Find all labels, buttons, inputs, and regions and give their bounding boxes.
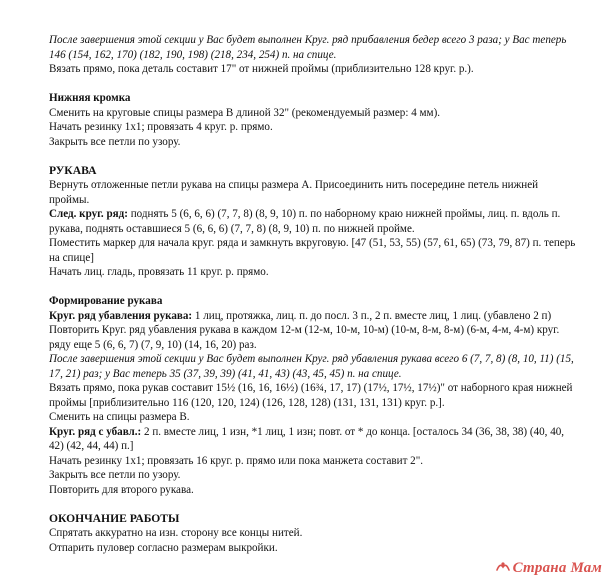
finishing-heading: ОКОНЧАНИЕ РАБОТЫ [49,511,180,525]
shaping-step-6-text: 2 п. вместе лиц, 1 изн, *1 лиц, 1 изн; повт. от * до конца. [осталось 34 (36, 38, 38) (40, 40, 42) (42, 44, 44) п.] [49,425,565,452]
sleeves-heading: РУКАВА [49,163,97,177]
shaping-step-6 [49,425,581,454]
bottom-edge-heading: Нижняя кромка [49,92,131,104]
shaping-step-1-text: 1 лиц, протяжка, лиц. п. до посл. 3 п., 2 п. вместе лиц, 1 лиц. (убавлено 2 п) [192,309,552,322]
shaping-step-8: Закрыть все петли по узору. [49,469,181,481]
shaping-note: После завершения этой секции у Вас будет выполнен Круг. ряд убавления рукава всего 6 (7, 7, 8) (8, 10, 11) (15, 17, 21) раз; у Вас теперь 35 (37, 39, 39) (41, 41, 43) (43, 45, 45) п. на спице. [49,353,574,380]
intro-note: После завершения этой секции у Вас будет выполнен Круг. ряд прибавления бедер всего 3 раза; у Вас теперь 146 (154, 162, 170) (182, 190, 198) (218, 234, 254) п. на спице. [49,34,567,61]
bottom-edge-step-3: Закрыть все петли по узору. [49,135,181,148]
bottom-edge-step-1: Сменить на круговые спицы размера В длиной 32" (рекомендуемый размер: 4 мм). [49,106,441,119]
finishing-step-1: Спрятать аккуратно на изн. сторону все концы нитей. [49,527,303,539]
document-body [49,33,581,555]
finishing-step-2: Отпарить пуловер согласно размерам выкройки. [49,541,278,554]
sleeves-step-3: Поместить маркер для начала круг. ряда и замкнуть вкруговую. [47 (51, 53, 55) (57, 61, 65) (73, 79, 87) п. теперь на спице] [49,237,576,264]
sleeves-step-2 [49,207,581,236]
shaping-step-2: Повторить Круг. ряд убавления рукава в каждом 12-м (12-м, 10-м, 10-м) (10-м, 8-м, 8-м) (6-м, 4-м, 4-м) круг. ряду еще 5 (6, 6, 7) (7, 9, 10) (14, 16, 20) раз. [49,324,560,351]
spacer [49,149,581,164]
sleeves-step-4: Начать лиц. гладь, провязать 11 круг. р. прямо. [49,266,269,278]
spacer [49,280,581,295]
bottom-edge-step-2: Начать резинку 1х1; провязать 4 круг. р. прямо. [49,121,273,133]
hands-logo-icon [496,561,510,573]
shaping-step-1-label: Круг. ряд убавления рукава: [49,309,193,322]
shaping-step-6-label: Круг. ряд с убавл.: [49,425,142,438]
sleeves-step-2-text: поднять 5 (6, 6, 6) (7, 7, 8) (8, 9, 10) п. по наборному краю нижней проймы, лиц. п. вдоль п. рукава, поднять оставшиеся 5 (6, 6, 6) (7, 7, 8) (8, 9, 10) п. по нижней пройме. [49,208,561,235]
shaping-heading: Формирование рукава [49,295,163,307]
shaping-step-9: Повторить для второго рукава. [49,483,194,496]
shaping-step-1 [49,309,581,324]
sleeves-step-2-label: След. круг. ряд: [49,208,128,220]
shaping-step-4: Вязать прямо, пока рукав составит 15½ (16, 16, 16½) (16¾, 17, 17) (17½, 17½, 17½)" от наборного края нижней проймы [приблизительно 116 (120, 120, 124) (126, 128, 128) (131, 131, 131) круг. р.]. [49,382,573,409]
watermark[interactable] [496,560,602,577]
sleeves-step-1: Вернуть отложенные петли рукава на спицы размера А. Присоединить нить посередине петель нижней проймы. [49,179,539,206]
intro-instruction: Вязать прямо, пока деталь составит 17" от нижней проймы (приблизительно 128 круг. р.). [49,63,474,75]
spacer [49,497,581,512]
shaping-step-5: Сменить на спицы размера В. [49,411,190,423]
spacer [49,77,581,92]
shaping-step-7: Начать резинку 1х1; провязать 16 круг. р. прямо или пока манжета составит 2". [49,454,424,467]
watermark-text: Страна Мам [512,560,602,576]
